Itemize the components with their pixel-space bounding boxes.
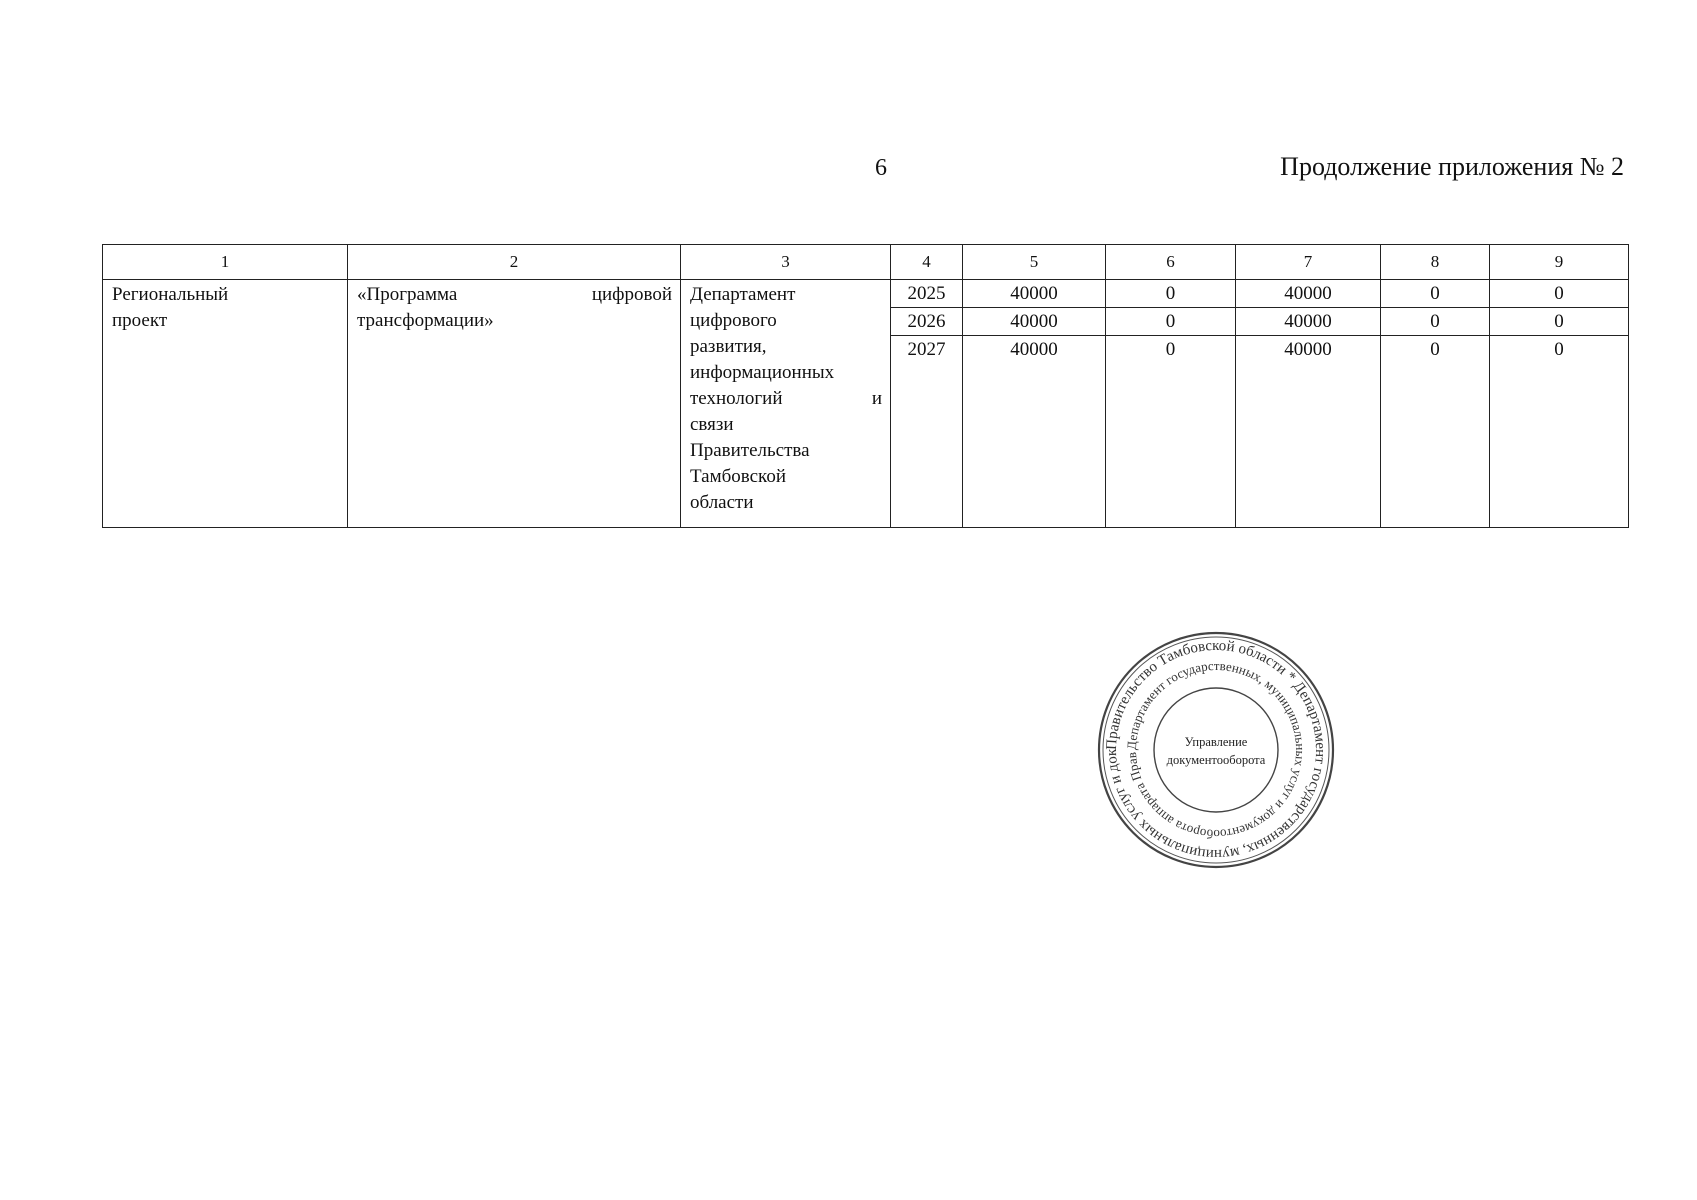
program-name-line: трансформации» — [357, 310, 494, 331]
column-number: 9 — [1490, 245, 1629, 280]
page-number: 6 — [875, 155, 887, 181]
department-line: Департамент — [690, 284, 796, 305]
department-line: связи — [690, 414, 734, 435]
value-cell: 0 — [1490, 308, 1629, 336]
department-line: развития, — [690, 336, 767, 357]
year-cell: 2026 — [891, 308, 963, 336]
value-cell: 0 — [1490, 280, 1629, 308]
department-line: информационных — [690, 362, 835, 383]
value-cell: 40000 — [1236, 280, 1381, 308]
column-number: 7 — [1236, 245, 1381, 280]
value-cell: 0 — [1106, 336, 1236, 528]
value-cell: 0 — [1490, 336, 1629, 528]
project-type-line: Региональный — [112, 284, 229, 305]
value-cell: 40000 — [1236, 336, 1381, 528]
department-line: области — [690, 492, 754, 513]
stamp-outer-text-path: Правительство Тамбовской области * Департамент государственных, муниципальных услуг и док — [1103, 637, 1329, 863]
year-cell: 2025 — [891, 280, 963, 308]
column-number: 1 — [103, 245, 348, 280]
appendix-continuation-label: Продолжение приложения № 2 — [1280, 152, 1624, 181]
column-number: 2 — [348, 245, 681, 280]
project-type-cell — [103, 280, 348, 528]
program-name-line: «Программа цифровой — [357, 284, 672, 305]
value-cell: 40000 — [963, 308, 1106, 336]
responsible-department-cell — [681, 280, 891, 528]
year-cell: 2027 — [891, 336, 963, 528]
value-cell: 0 — [1106, 308, 1236, 336]
value-cell: 40000 — [1236, 308, 1381, 336]
table-row — [103, 280, 1629, 308]
column-number: 4 — [891, 245, 963, 280]
value-cell: 0 — [1381, 336, 1490, 528]
column-number: 5 — [963, 245, 1106, 280]
stamp-center-line-1: Управление — [1184, 735, 1248, 749]
department-line: технологий и — [690, 388, 882, 409]
stamp-center-line-2: документооборота — [1166, 753, 1266, 767]
department-line: Тамбовской — [690, 466, 786, 487]
program-name-cell — [348, 280, 681, 528]
column-number-row — [103, 245, 1629, 280]
value-cell: 40000 — [963, 280, 1106, 308]
column-number: 8 — [1381, 245, 1490, 280]
department-line: цифрового — [690, 310, 777, 331]
stamp-seal-graphic — [1096, 630, 1336, 870]
value-cell: 0 — [1106, 280, 1236, 308]
value-cell: 40000 — [963, 336, 1106, 528]
official-stamp — [1096, 630, 1336, 870]
value-cell: 0 — [1381, 308, 1490, 336]
column-number: 6 — [1106, 245, 1236, 280]
department-line: Правительства — [690, 440, 810, 461]
value-cell: 0 — [1381, 280, 1490, 308]
project-type-line: проект — [112, 310, 168, 331]
column-number: 3 — [681, 245, 891, 280]
appendix-table — [102, 244, 1629, 528]
stamp-inner-text-path: Департамент государственных, муниципальных услуг и документооборота аппарата Прав — [1123, 657, 1309, 843]
